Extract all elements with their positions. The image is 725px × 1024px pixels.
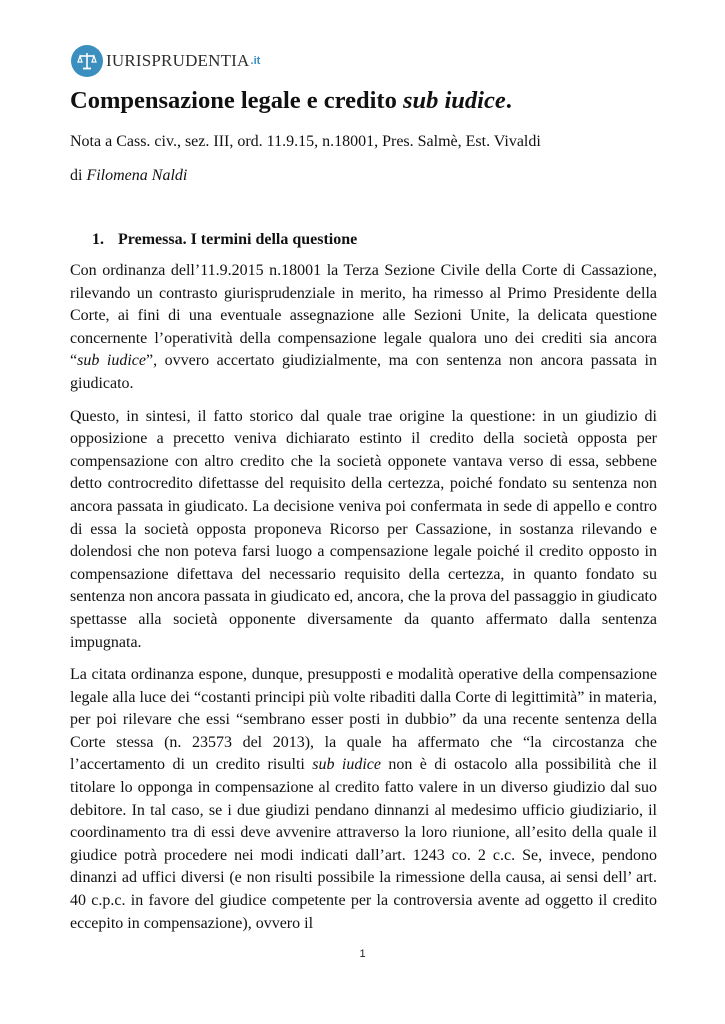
section-number: 1.: [92, 231, 104, 248]
title-italic: sub iudice: [402, 87, 506, 114]
logo-name: IURISPRUDENTIA: [106, 51, 250, 70]
document-body: [70, 80, 657, 935]
author-name: Filomena Naldi: [86, 167, 188, 184]
paragraph-1: Con ordinanza dell’11.9.2015 n.18001 la Terza Sezione Civile della Corte di Cassazione, rilevando un contrasto giurisprudenziale in merito, ha rimesso al Primo Presidente della Corte, ai fini di una eventuale assegnazione alle Sezioni Unite, la delicata questione concernente l’operatività della compensazione legale qualora uno dei crediti sia ancora “sub iudice”, ovvero accertato giudizialmente, ma con sentenza non ancora passata in giudicato.: [70, 262, 657, 392]
page-title: Compensazione legale e credito sub iudice.: [70, 87, 512, 114]
paragraph-2: Questo, in sintesi, il fatto storico dal quale trae origine la questione: in un giudizio di opposizione a precetto veniva dichiarato estinto il credito della società opposta per compensazione con altro credito che la società opponete vantava verso di essa, sebbene detto controcredito difettasse del requisito della certezza, poiché fondato su sentenza non ancora passata in giudicato. La decisione veniva poi confermata in sede di appello e contro di essa la società opposta proponeva Ricorso per Cassazione, in sostanza rilevando e dolendosi che non poteva farsi luogo a compensazione legale poiché il credito opposto in compensazione difettava del necessario requisito della certezza, in quanto fondato su sentenza non ancora passata in giudicato ed, ancora, che la prova del passaggio in giudicato spettasse alla società opponente diversamente da quanto affermato dalla sentenza impugnata.: [70, 407, 657, 651]
case-note: Nota a Cass. civ., sez. III, ord. 11.9.15, n.18001, Pres. Salmè, Est. Vivaldi: [70, 133, 541, 150]
page-number: 1: [359, 948, 366, 960]
paragraph-3: La citata ordinanza espone, dunque, presupposti e modalità operative della compensazione legale alla luce dei “costanti principi più volte ribaditi dalla Corte di legittimità” in materia, per poi rilevare che essi “sembrano esser posti in dubbio” da una recente sentenza della Corte stessa (n. 23573 del 2013), la quale ha affermato che “la circostanza che l’accertamento di un credito risulti sub iudice non è di ostacolo alla possibilità che il titolare lo opponga in compensazione al credito fatto valere in un diverso giudizio dal suo debitore. In tal caso, se i due giudizi pendano dinnanzi al medesimo ufficio giudiziario, il coordinamento tra di essi deve avvenire attraverso la loro riunione, all’esito della quale il giudice potrà procedere nei modi indicati dall’art. 1243 co. 2 c.c. Se, invece, pendono dinanzi ad uffici diversi (e non risulti possibile la rimessione della causa, ai sensi dell’ art. 40 c.p.c. in favore del giudice competente per la controversia avente ad oggetto il credito eccepito in compensazione), ovvero il: [70, 666, 657, 932]
author-line: di Filomena Naldi: [70, 167, 188, 184]
section-heading: [92, 230, 657, 250]
logo: [71, 41, 260, 81]
scales-of-justice-icon: [71, 45, 103, 77]
logo-tld: .it: [250, 55, 261, 67]
section-title: Premessa. I termini della questione: [118, 231, 358, 248]
